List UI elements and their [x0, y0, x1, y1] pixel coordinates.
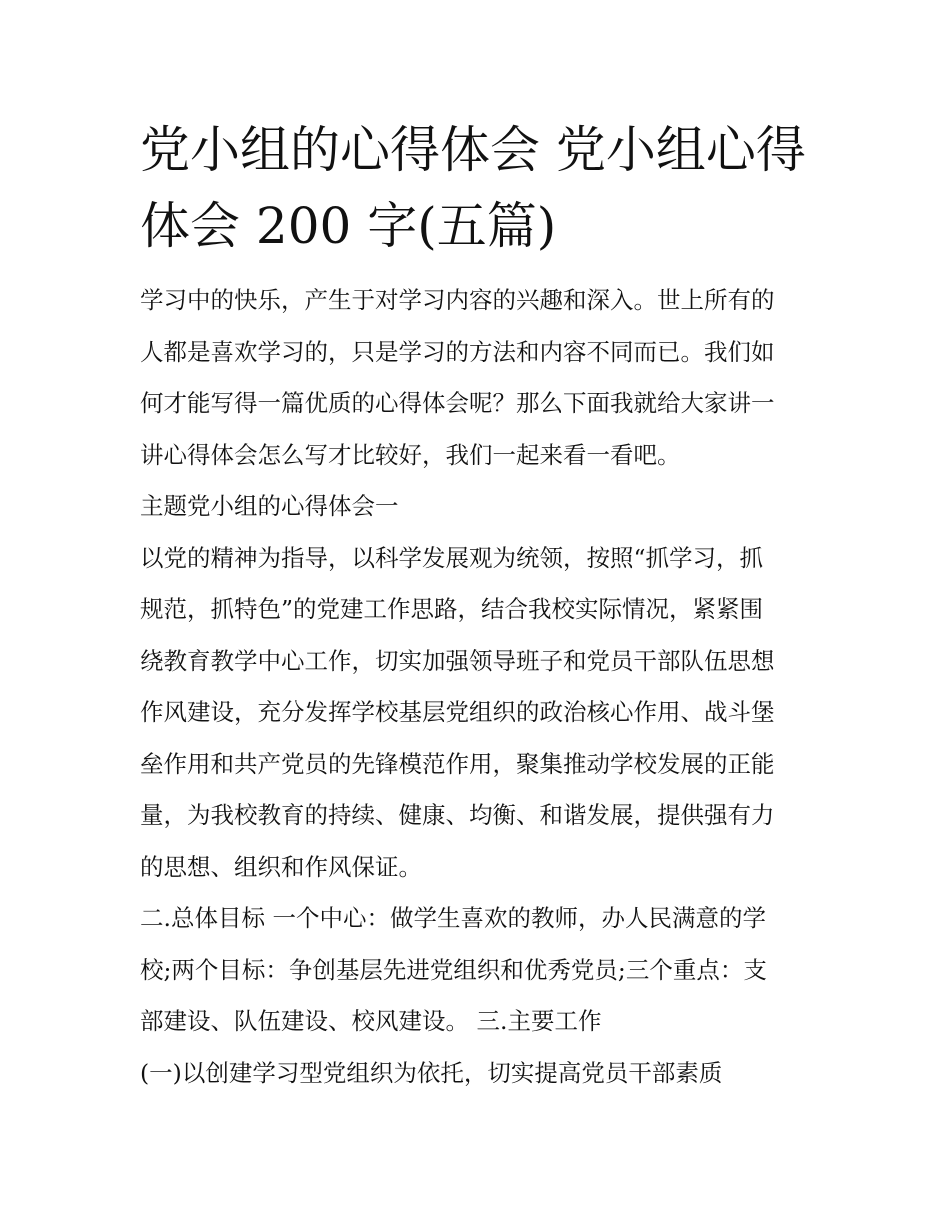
text-line: 二.总体目标 一个中心：做学生喜欢的教师，办人民满意的学 — [140, 904, 766, 932]
document-title — [140, 112, 830, 264]
title-line-1: 党小组的心得体会 党小组心得 — [140, 121, 806, 179]
text-line: (一)以创建学习型党组织为依托，切实提高党员干部素质 — [140, 1058, 723, 1087]
document-body — [140, 275, 820, 1099]
section-heading — [140, 481, 820, 533]
text-line: 以党的精神为指导，以科学发展观为统领，按照“抓学习，抓 — [140, 543, 764, 572]
main-work-paragraph — [140, 1048, 820, 1100]
text-line: 校;两个目标：争创基层先进党组织和优秀党员;三个重点：支 — [140, 955, 767, 984]
text-line: 垒作用和共产党员的先锋模范作用，聚集推动学校发展的正能 — [140, 749, 775, 778]
text-line: 作风建设，充分发挥学校基层党组织的政治核心作用、战斗堡 — [140, 698, 775, 726]
text-line: 讲心得体会怎么写才比较好，我们一起来看一看吧。 — [140, 440, 681, 469]
intro-paragraph — [140, 275, 820, 481]
text-line: 量，为我校教育的持续、健康、均衡、和谐发展，提供强有力 — [140, 801, 775, 829]
text-line: 部建设、队伍建设、校风建设。 三.主要工作 — [140, 1007, 602, 1035]
title-line-2: 体会 200 字(五篇) — [140, 197, 557, 255]
text-line: 人都是喜欢学习的，只是学习的方法和内容不同而已。我们如 — [140, 337, 775, 366]
text-line: 的思想、组织和作风保证。 — [140, 852, 422, 881]
text-line: 规范，抓特色”的党建工作思路，结合我校实际情况，紧紧围 — [140, 595, 764, 623]
guiding-principle-paragraph — [140, 533, 820, 894]
text-line: 学习中的快乐，产生于对学习内容的兴趣和深入。世上所有的 — [140, 286, 775, 314]
text-line: 绕教育教学中心工作，切实加强领导班子和党员干部队伍思想 — [140, 646, 775, 675]
text-line: 何才能写得一篇优质的心得体会呢？那么下面我就给大家讲一 — [140, 389, 775, 417]
text-line: 主题党小组的心得体会一 — [140, 492, 399, 520]
overall-goals-paragraph — [140, 893, 820, 1048]
